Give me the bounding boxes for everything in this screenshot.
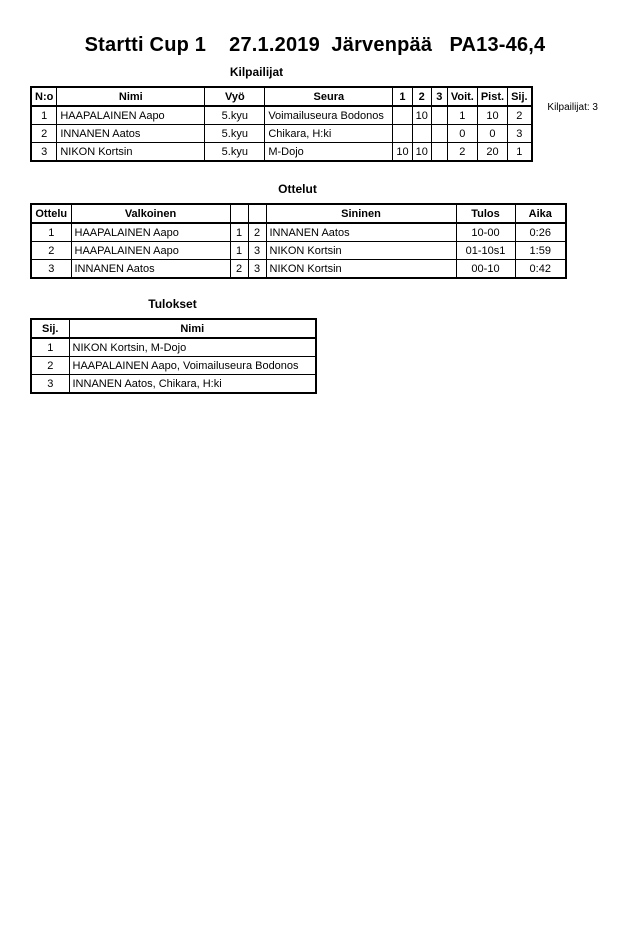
cell-white-no: 1 [230, 242, 248, 260]
cell-tulos: 10-00 [456, 223, 515, 242]
column-header-tulos: Tulos [456, 204, 515, 223]
cell-nimi: NIKON Kortsin, M-Dojo [69, 338, 316, 357]
cell-voit: 1 [447, 106, 477, 125]
tulokset-section-title: Tulokset [148, 297, 197, 311]
cell-voit: 2 [447, 143, 477, 162]
cell-voit: 0 [447, 125, 477, 143]
cell-round3 [431, 106, 447, 125]
cell-sininen: NIKON Kortsin [266, 242, 456, 260]
cell-seura: Voimailuseura Bodonos [265, 106, 393, 125]
cell-aika: 1:59 [515, 242, 566, 260]
column-header-no: N:o [31, 87, 57, 106]
cell-round3 [431, 143, 447, 162]
cell-blue-no: 3 [248, 242, 266, 260]
table-row [31, 357, 316, 375]
column-header-ottelu: Ottelu [31, 204, 71, 223]
cell-ottelu: 1 [31, 223, 71, 242]
column-header-white-no [230, 204, 248, 223]
column-header-nimi: Nimi [69, 319, 316, 338]
cell-round2: 10 [412, 106, 431, 125]
column-header-seura: Seura [265, 87, 393, 106]
cell-white-no: 2 [230, 260, 248, 279]
cell-pist: 0 [477, 125, 507, 143]
tulokset-table [30, 318, 317, 394]
table-row [31, 242, 566, 260]
cell-no: 1 [31, 106, 57, 125]
cell-valkoinen: HAAPALAINEN Aapo [71, 242, 230, 260]
cell-no: 3 [31, 143, 57, 162]
column-header-sij: Sij. [31, 319, 69, 338]
column-header-round2: 2 [412, 87, 431, 106]
cell-round2 [412, 125, 431, 143]
page-title: Startti Cup 1 27.1.2019 Järvenpää PA13-46,4 [84, 34, 546, 56]
table-row [31, 260, 566, 279]
cell-round2: 10 [412, 143, 431, 162]
table-row [31, 143, 532, 162]
cell-vyo: 5.kyu [205, 143, 265, 162]
cell-sij: 3 [508, 125, 532, 143]
cell-sij: 2 [508, 106, 532, 125]
cell-valkoinen: INNANEN Aatos [71, 260, 230, 279]
competitor-count-label: Kilpailijat: 3 [547, 102, 598, 113]
ottelut-header-row [31, 204, 566, 223]
cell-ottelu: 3 [31, 260, 71, 279]
tulokset-header-row [31, 319, 316, 338]
ottelut-table [30, 203, 567, 279]
table-row [31, 106, 532, 125]
cell-tulos: 00-10 [456, 260, 515, 279]
column-header-nimi: Nimi [57, 87, 205, 106]
cell-round1: 10 [393, 143, 412, 162]
column-header-sij: Sij. [508, 87, 532, 106]
cell-sininen: INNANEN Aatos [266, 223, 456, 242]
column-header-valkoinen: Valkoinen [71, 204, 230, 223]
cell-seura: Chikara, H:ki [265, 125, 393, 143]
table-row [31, 125, 532, 143]
cell-valkoinen: HAAPALAINEN Aapo [71, 223, 230, 242]
cell-nimi: NIKON Kortsin [57, 143, 205, 162]
column-header-aika: Aika [515, 204, 566, 223]
cell-vyo: 5.kyu [205, 125, 265, 143]
kilpailijat-table [30, 86, 533, 162]
cell-aika: 0:42 [515, 260, 566, 279]
cell-nimi: HAAPALAINEN Aapo, Voimailuseura Bodonos [69, 357, 316, 375]
column-header-sininen: Sininen [266, 204, 456, 223]
table-row [31, 338, 316, 357]
column-header-pist: Pist. [477, 87, 507, 106]
section-tulokset [30, 297, 630, 394]
cell-seura: M-Dojo [265, 143, 393, 162]
tournament-results-page [0, 34, 630, 925]
table-row [31, 223, 566, 242]
column-header-round1: 1 [393, 87, 412, 106]
section-kilpailijat [30, 65, 630, 162]
kilpailijat-section-title: Kilpailijat [229, 65, 284, 79]
kilpailijat-header-row [31, 87, 532, 106]
column-header-blue-no [248, 204, 266, 223]
column-header-round3: 3 [431, 87, 447, 106]
cell-aika: 0:26 [515, 223, 566, 242]
cell-no: 2 [31, 125, 57, 143]
cell-round1 [393, 125, 412, 143]
section-ottelut [30, 182, 630, 279]
cell-vyo: 5.kyu [205, 106, 265, 125]
table-row [31, 375, 316, 394]
cell-pist: 20 [477, 143, 507, 162]
cell-round3 [431, 125, 447, 143]
cell-sij: 3 [31, 375, 69, 394]
cell-tulos: 01-10s1 [456, 242, 515, 260]
cell-nimi: HAAPALAINEN Aapo [57, 106, 205, 125]
column-header-voit: Voit. [447, 87, 477, 106]
cell-white-no: 1 [230, 223, 248, 242]
cell-blue-no: 3 [248, 260, 266, 279]
cell-nimi: INNANEN Aatos, Chikara, H:ki [69, 375, 316, 394]
cell-sij: 2 [31, 357, 69, 375]
cell-nimi: INNANEN Aatos [57, 125, 205, 143]
cell-sininen: NIKON Kortsin [266, 260, 456, 279]
cell-ottelu: 2 [31, 242, 71, 260]
cell-sij: 1 [508, 143, 532, 162]
cell-pist: 10 [477, 106, 507, 125]
cell-round1 [393, 106, 412, 125]
column-header-vyo: Vyö [205, 87, 265, 106]
ottelut-section-title: Ottelut [278, 182, 317, 196]
cell-sij: 1 [31, 338, 69, 357]
cell-blue-no: 2 [248, 223, 266, 242]
